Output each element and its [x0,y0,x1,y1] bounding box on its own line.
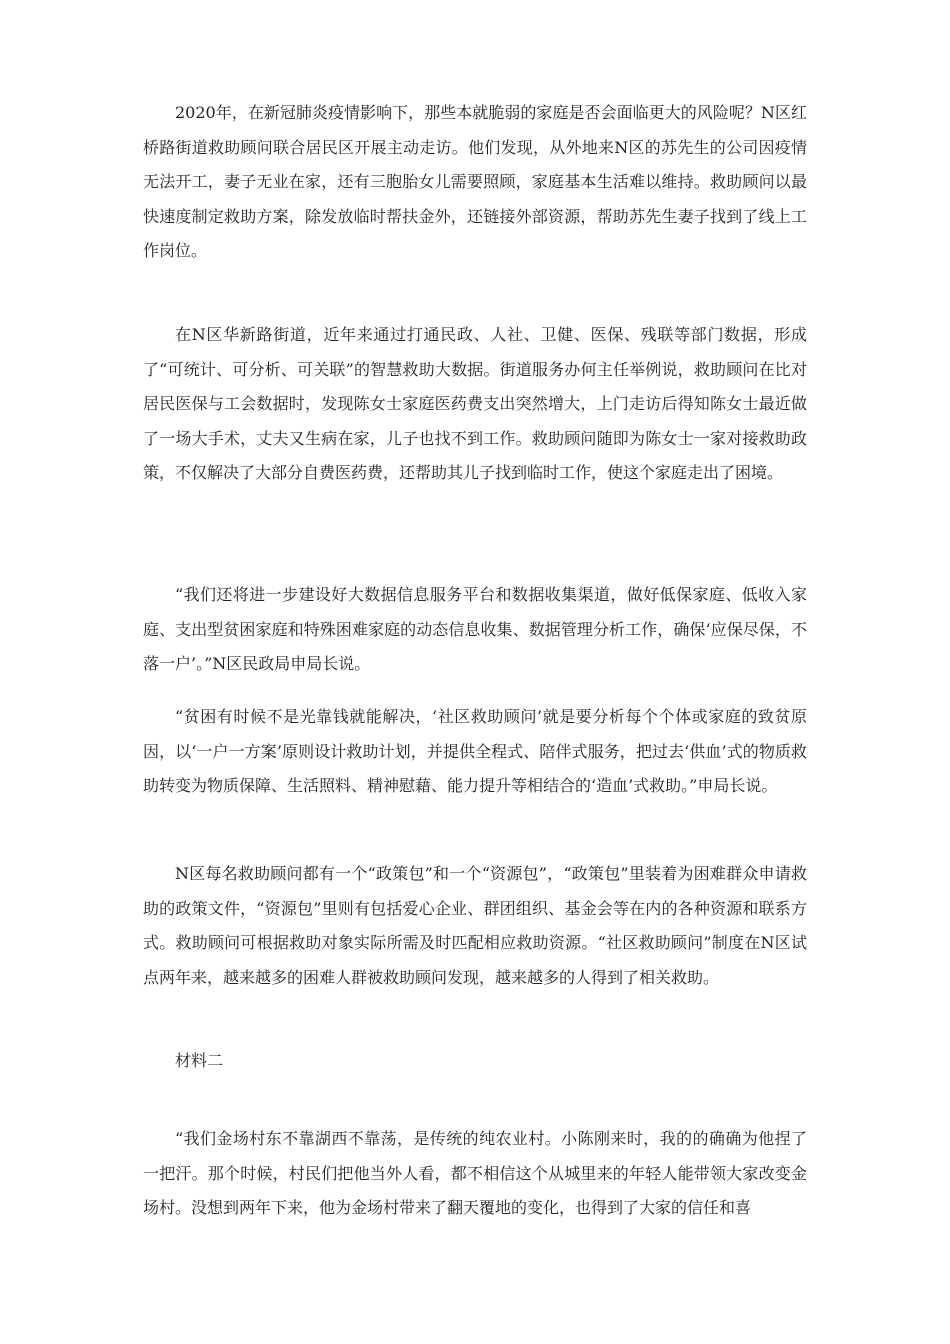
paragraph-jinchang-village-quote: “我们金场村东不靠湖西不靠荡，是传统的纯农业村。小陈刚来时，我的的确确为他捏了一把汗。那个时候，村民们把他当外人看，都不相信这个从城里来的年轻人能带领大家改变金场村。没想到两年下来，他为金场村带来了翻天覆地的变化，也得到了大家的信任和喜 [143,1129,807,1217]
paragraph-director-quote-poverty: “贫困有时候不是光靠钱就能解决，‘社区救助顾问’就是要分析每个个体或家庭的致贫原因，以‘一户一方案’原则设计救助计划，并提供全程式、陪伴式服务，把过去‘供血’式的物质救助转变为物质保障、生活照料、精神慰藉、能力提升等相结合的‘造血’式救助。”申局长说。 [143,707,807,795]
section-heading-material-two: 材料二 [175,1051,224,1070]
paragraph-director-quote-platform: “我们还将进一步建设好大数据信息服务平台和数据收集渠道，做好低保家庭、低收入家庭、支出型贫困家庭和特殊困难家庭的动态信息收集、数据管理分析工作，确保‘应保尽保，不落一户’。”N区民政局申局长说。 [143,585,807,673]
paragraph-su-family-case: 2020年，在新冠肺炎疫情影响下，那些本就脆弱的家庭是否会面临更大的风险呢？N区红桥路街道救助顾问联合居民区开展主动走访。他们发现，从外地来N区的苏先生的公司因疫情无法开工，妻子无业在家，还有三胞胎女儿需要照顾，家庭基本生活难以维持。救助顾问以最快速度制定救助方案，除发放临时帮扶金外，还链接外部资源，帮助苏先生妻子找到了线上工作岗位。 [143,103,807,260]
paragraph-huaxin-road-big-data: 在N区华新路街道，近年来通过打通民政、人社、卫健、医保、残联等部门数据，形成了“可统计、可分析、可关联”的智慧救助大数据。街道服务办何主任举例说，救助顾问在比对居民医保与工会数据时，发现陈女士家庭医药费支出突然增大，上门走访后得知陈女士最近做了一场大手术，丈夫又生病在家，儿子也找不到工作。救助顾问随即为陈女士一家对接救助政策，不仅解决了大部分自费医药费，还帮助其儿子找到临时工作，使这个家庭走出了困境。 [143,325,807,482]
paragraph-policy-resource-package: N区每名救助顾问都有一个“政策包”和一个“资源包”，“政策包”里装着为困难群众申请救助的政策文件，“资源包”里则有包括爱心企业、群团组织、基金会等在内的各种资源和联系方式。救助顾问可根据救助对象实际所需及时匹配相应救助资源。“社区救助顾问”制度在N区试点两年来，越来越多的困难人群被救助顾问发现，越来越多的人得到了相关救助。 [143,864,807,987]
